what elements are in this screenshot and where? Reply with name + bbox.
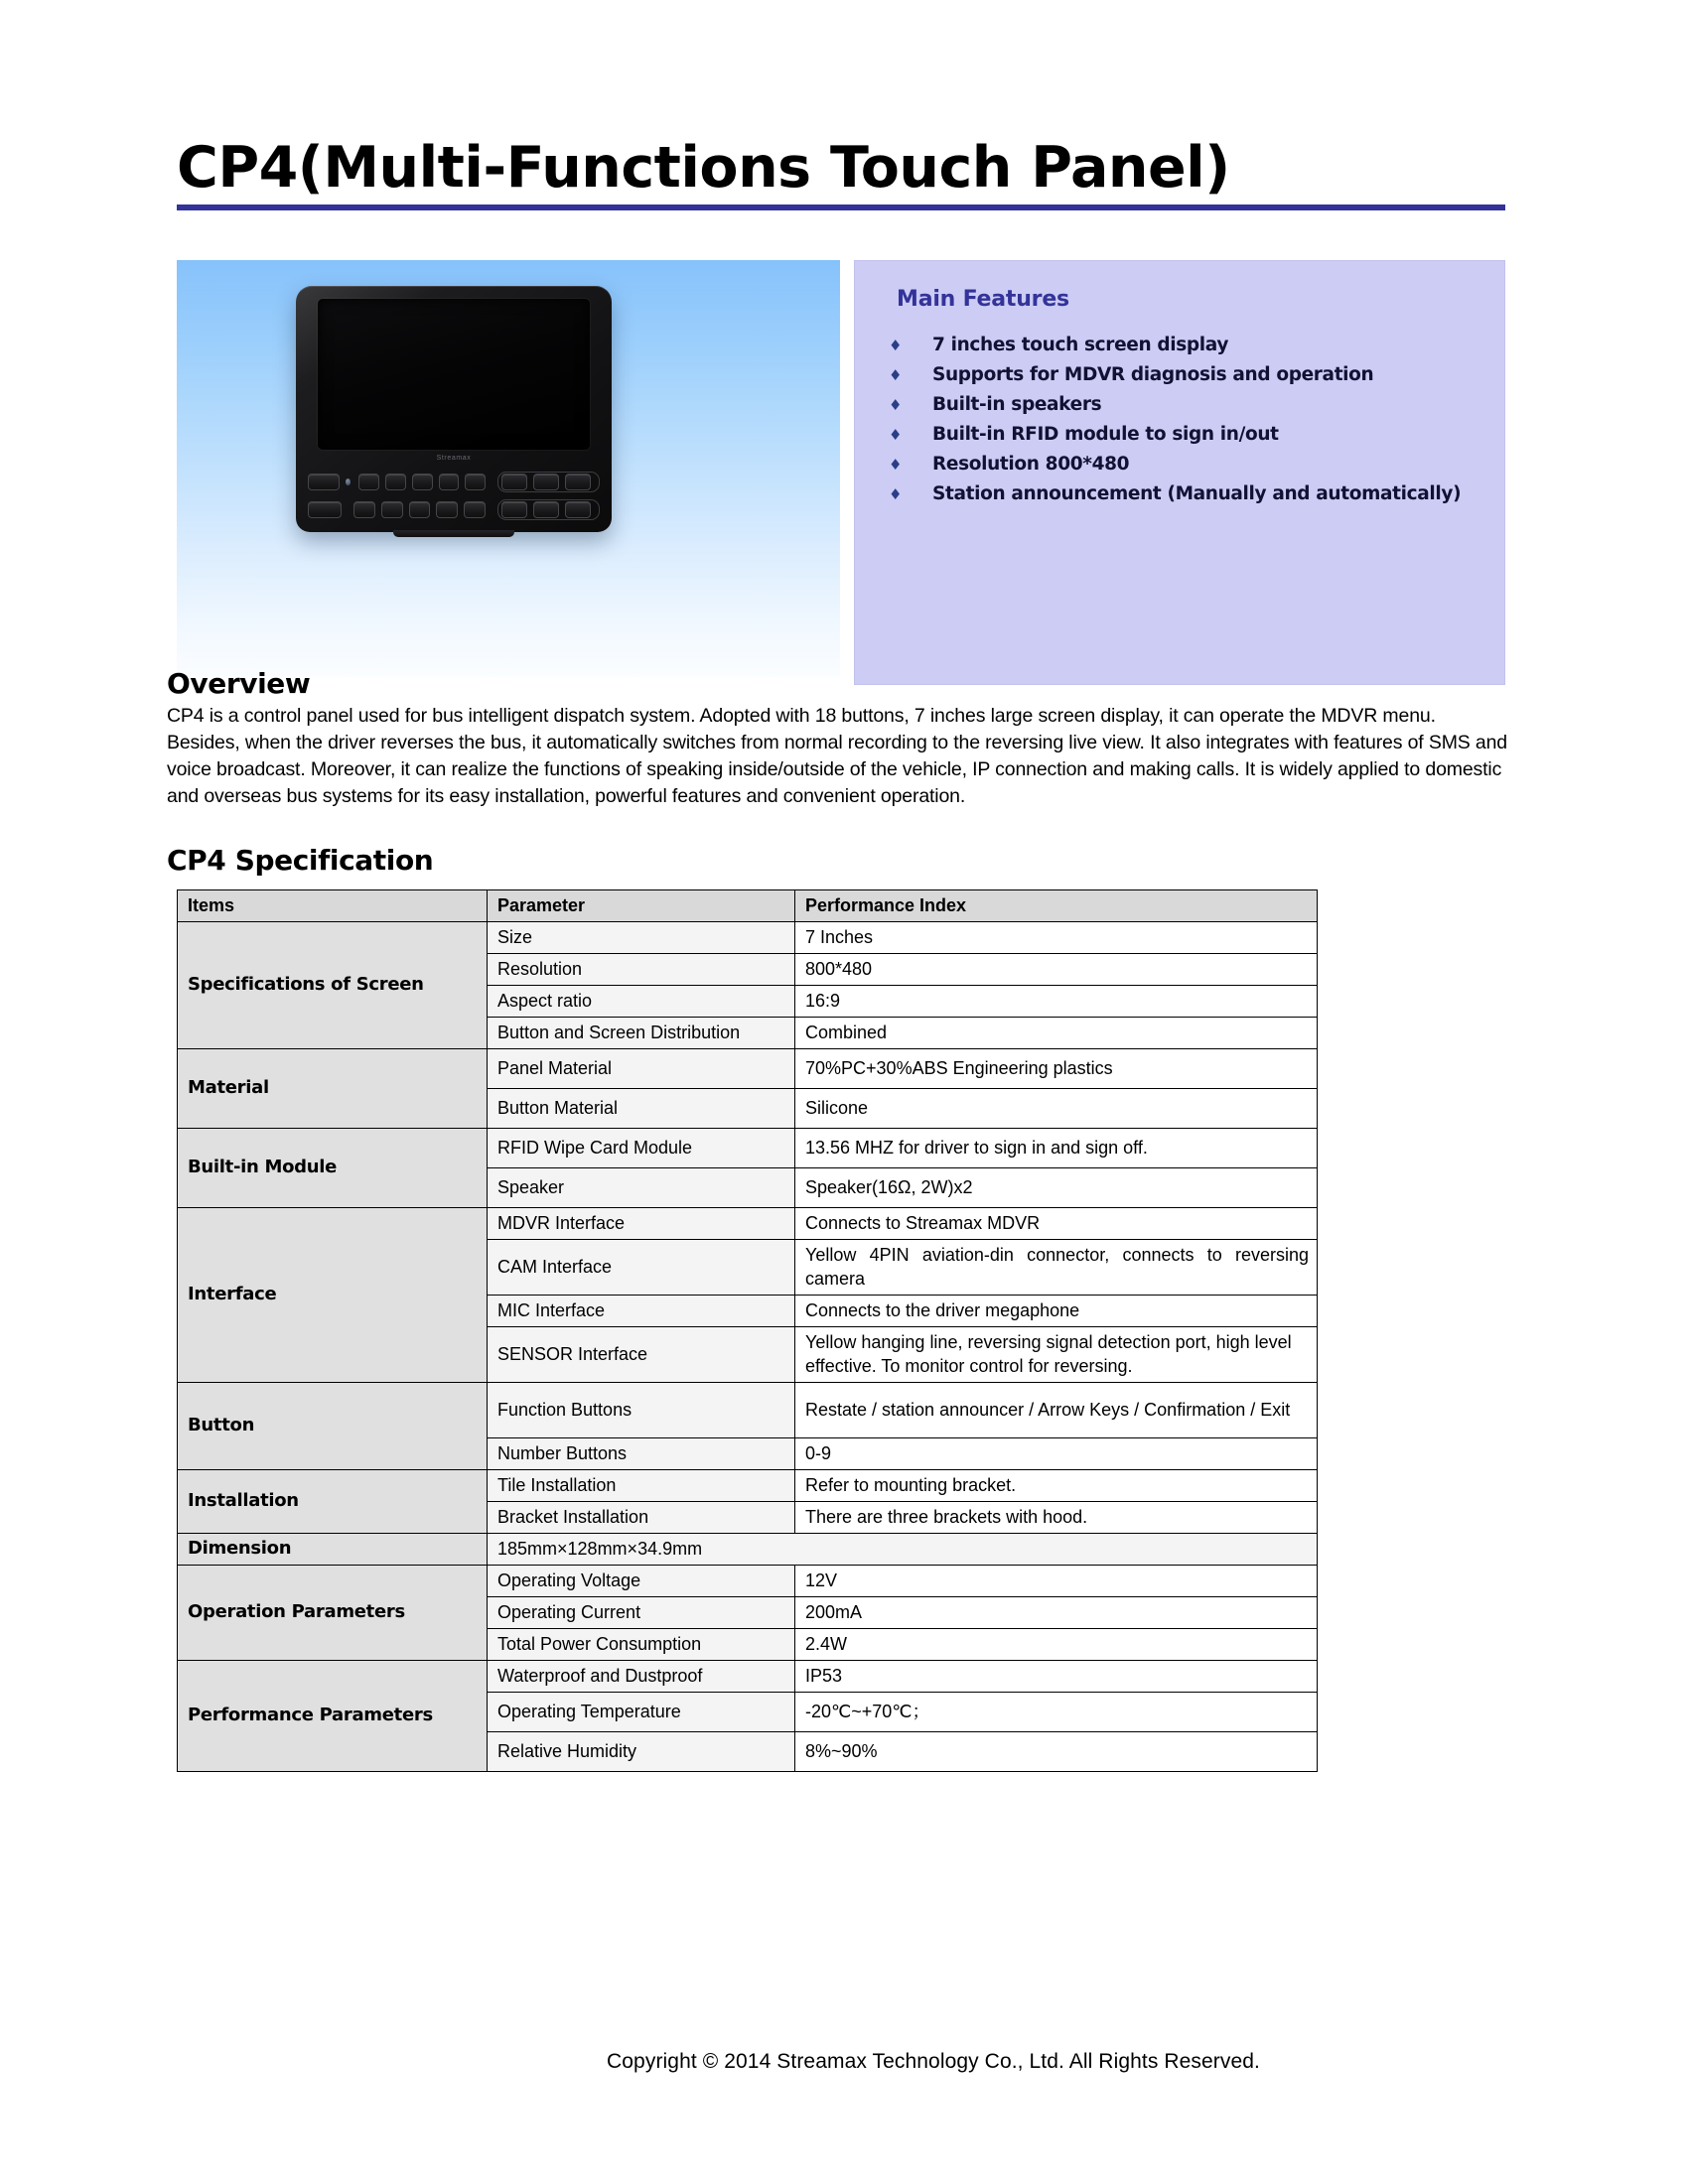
main-features-title: Main Features [897,287,1069,312]
specification-table [177,889,1318,1772]
table-row [178,1129,1318,1168]
group-label-screen: Specifications of Screen [178,922,488,1049]
group-label-dimension: Dimension [178,1534,488,1566]
group-label-builtin-module: Built-in Module [178,1129,488,1208]
hero-section [177,260,1505,685]
param-label: Operating Voltage [488,1566,795,1597]
indicator-led [346,478,351,485]
main-features-panel [854,260,1505,685]
perf-value: 8%~90% [795,1732,1318,1772]
key-0 [464,501,486,518]
key-exit [308,501,342,518]
perf-value: 70%PC+30%ABS Engineering plastics [795,1049,1318,1089]
param-label: SENSOR Interface [488,1327,795,1383]
perf-value: Restate / station announcer / Arrow Keys / Confirmation / Exit [795,1383,1318,1438]
main-features-list [875,331,1500,509]
perf-value: Yellow hanging line, reversing signal detection port, high level effective. To monitor control for reversing. [795,1327,1318,1383]
feature-item [875,450,1500,479]
key-arrow-down [533,501,559,518]
product-image [177,260,840,677]
perf-value: Combined [795,1018,1318,1049]
feature-item-label: Built-in speakers [932,394,1102,415]
table-header-row [178,890,1318,922]
page-footer [0,2050,1688,2074]
diamond-bullet-icon: ♦ [889,337,903,354]
diamond-bullet-icon: ♦ [889,396,903,414]
perf-value: 200mA [795,1597,1318,1629]
key-8 [409,501,431,518]
perf-value: Refer to mounting bracket. [795,1470,1318,1502]
group-label-operation-parameters: Operation Parameters [178,1566,488,1661]
feature-item [875,331,1500,360]
key-1 [358,474,379,490]
key-arrow-right [565,501,591,518]
param-label: MIC Interface [488,1296,795,1327]
feature-item [875,360,1500,390]
param-label: Bracket Installation [488,1502,795,1534]
key-4 [439,474,460,490]
feature-item-label: Built-in RFID module to sign in/out [932,424,1279,445]
perf-value: There are three brackets with hood. [795,1502,1318,1534]
page-title: CP4(Multi-Functions Touch Panel) [177,135,1230,201]
column-header-items: Items [178,890,488,922]
diamond-bullet-icon: ♦ [889,426,903,444]
key-confirm [565,474,591,490]
table-row [178,1049,1318,1089]
key-3 [412,474,433,490]
param-label: Resolution [488,954,795,986]
title-underline-rule [177,205,1505,210]
table-row [178,1661,1318,1693]
key-2 [385,474,406,490]
perf-value: 7 Inches [795,922,1318,954]
function-group-top [497,472,600,492]
device-keypad [308,469,600,524]
perf-value: Speaker(16Ω, 2W)x2 [795,1168,1318,1208]
key-arrow-left [501,501,527,518]
device-base [393,530,514,537]
param-label: Button and Screen Distribution [488,1018,795,1049]
column-header-parameter: Parameter [488,890,795,922]
diamond-bullet-icon: ♦ [889,456,903,474]
feature-item [875,390,1500,420]
perf-value: Silicone [795,1089,1318,1129]
param-label: Aspect ratio [488,986,795,1018]
param-label: Speaker [488,1168,795,1208]
device-screen [318,299,590,450]
param-label: Tile Installation [488,1470,795,1502]
spec-heading: CP4 Specification [167,844,434,877]
table-row [178,1566,1318,1597]
param-label: Number Buttons [488,1438,795,1470]
diamond-bullet-icon: ♦ [889,366,903,384]
key-arrow-up [533,474,559,490]
key-9 [436,501,458,518]
param-label: RFID Wipe Card Module [488,1129,795,1168]
key-restate [308,474,340,490]
param-label: Total Power Consumption [488,1629,795,1661]
perf-value: 800*480 [795,954,1318,986]
group-label-performance-parameters: Performance Parameters [178,1661,488,1772]
keypad-row-top [308,471,600,492]
key-7 [381,501,403,518]
param-label: Panel Material [488,1049,795,1089]
copyright-text: Copyright © 2014 Streamax Technology Co., Ltd. All Rights Reserved. [607,2050,1260,2073]
function-group-bottom [497,499,600,520]
dimension-value: 185mm×128mm×34.9mm [488,1534,1318,1566]
group-label-interface: Interface [178,1208,488,1383]
param-label: Size [488,922,795,954]
key-announce [501,474,527,490]
column-header-performance-index: Performance Index [795,890,1318,922]
perf-value: -20℃~+70℃； [795,1693,1318,1732]
perf-value: Connects to Streamax MDVR [795,1208,1318,1240]
table-row [178,922,1318,954]
feature-item [875,479,1500,509]
feature-item-label: 7 inches touch screen display [932,335,1229,355]
perf-value: 2.4W [795,1629,1318,1661]
group-label-button: Button [178,1383,488,1470]
device-illustration [296,286,612,532]
table-row [178,1208,1318,1240]
overview-paragraph: CP4 is a control panel used for bus intelligent dispatch system. Adopted with 18 buttons, 7 inches large screen display, it can operate the MDVR menu. Besides, when the driver reverses the bus, it automatically switches from normal recording to the reversing live view. It also integrates with features of SMS and voice broadcast. Moreover, it can realize the functions of speaking inside/outside of the vehicle, IP connection and making calls. It is widely applied to domestic and overseas bus systems for its easy installation, powerful features and convenient operation. [167,705,1507,807]
param-label: Button Material [488,1089,795,1129]
group-label-installation: Installation [178,1470,488,1534]
perf-value: 0-9 [795,1438,1318,1470]
param-label: Relative Humidity [488,1732,795,1772]
overview-heading: Overview [167,667,311,700]
title-block [177,135,1505,210]
perf-value: Connects to the driver megaphone [795,1296,1318,1327]
param-label: Function Buttons [488,1383,795,1438]
perf-value: 12V [795,1566,1318,1597]
group-label-material: Material [178,1049,488,1129]
device-brand-label: Streamax [436,455,472,462]
key-5 [465,474,486,490]
table-row [178,1470,1318,1502]
param-label: Waterproof and Dustproof [488,1661,795,1693]
feature-item [875,420,1500,450]
feature-item-label: Resolution 800*480 [932,454,1130,475]
perf-value: 13.56 MHZ for driver to sign in and sign off. [795,1129,1318,1168]
param-label: MDVR Interface [488,1208,795,1240]
perf-value: IP53 [795,1661,1318,1693]
param-label: Operating Current [488,1597,795,1629]
perf-value: 16:9 [795,986,1318,1018]
key-6 [353,501,375,518]
param-label: Operating Temperature [488,1693,795,1732]
perf-value: Yellow 4PIN aviation-din connector, connects to reversing camera [795,1240,1318,1296]
param-label: CAM Interface [488,1240,795,1296]
feature-item-label: Station announcement (Manually and automatically) [932,483,1462,504]
keypad-row-bottom [308,498,600,520]
table-row [178,1383,1318,1438]
feature-item-label: Supports for MDVR diagnosis and operation [932,364,1374,385]
table-row [178,1534,1318,1566]
diamond-bullet-icon: ♦ [889,485,903,503]
